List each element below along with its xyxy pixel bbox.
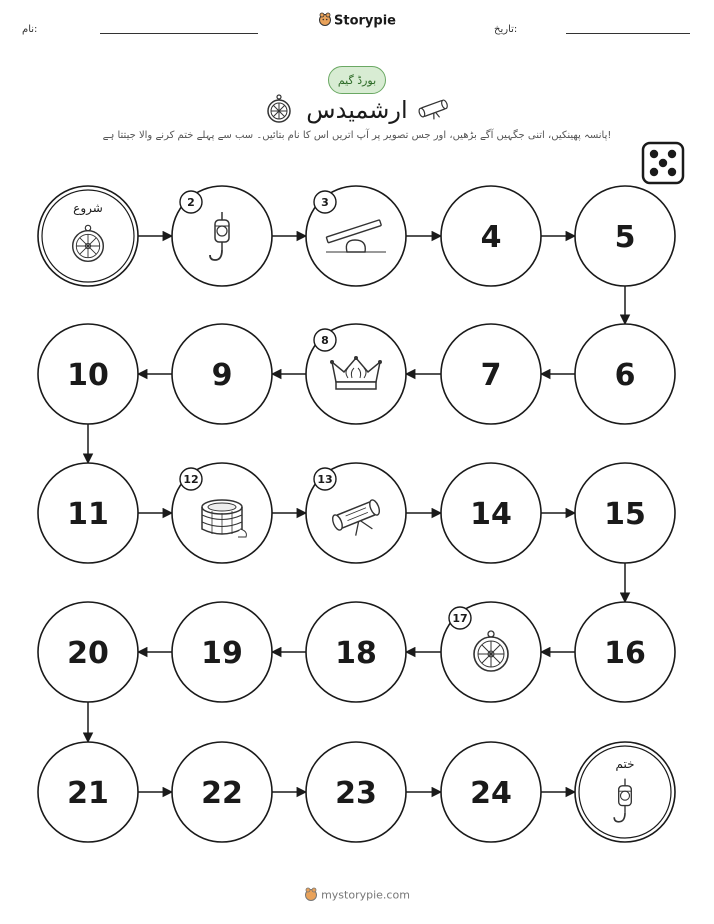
board-space-23 — [306, 742, 406, 842]
dice-pip — [650, 168, 658, 176]
board-space-22 — [172, 742, 272, 842]
board-space-9 — [172, 324, 272, 424]
space-number: 18 — [335, 636, 377, 671]
board-space-18 — [306, 602, 406, 702]
board-space-12 — [172, 463, 272, 563]
board-space-24 — [441, 742, 541, 842]
board-space-13 — [306, 463, 406, 563]
board-space-11 — [38, 463, 138, 563]
instructions: پانسہ پھینکیں، اتنی جگہیں آگے بڑھیں، اور جس تصویر پر آپ اتریں اس کا نام بتائیں۔ سب سے پہلے ختم کرنے والا جیتتا ہے! — [102, 130, 612, 141]
brand-name: Storypie — [334, 13, 396, 29]
space-number: 8 — [321, 334, 329, 347]
board-space-14 — [441, 463, 541, 563]
space-number: 21 — [67, 776, 109, 811]
space-number: 12 — [183, 473, 199, 486]
space-number: 6 — [614, 358, 636, 393]
dice-pip — [668, 150, 676, 158]
board-space-5 — [575, 186, 675, 286]
space-number: 16 — [604, 636, 646, 671]
footer-url: mystorypie.com — [321, 888, 410, 902]
space-number: 4 — [480, 220, 502, 255]
space-number: 11 — [67, 497, 109, 532]
start-label: شروع — [73, 201, 103, 215]
board-space-8 — [306, 324, 406, 424]
space-number: 14 — [470, 497, 512, 532]
board-space-19 — [172, 602, 272, 702]
space-number: 17 — [452, 612, 468, 625]
space-number: 19 — [201, 636, 243, 671]
board-space-6 — [575, 324, 675, 424]
space-number: 9 — [211, 358, 233, 393]
date-label: تاریخ: — [494, 24, 518, 35]
space-number: 10 — [67, 358, 109, 393]
board-space-16 — [575, 602, 675, 702]
board-space-20 — [38, 602, 138, 702]
space-number: 5 — [614, 220, 636, 255]
space-number: 2 — [187, 196, 195, 209]
board-space-17 — [441, 602, 541, 702]
board-game-badge: بورڈ گیم — [328, 66, 386, 94]
end-label: ختم — [615, 757, 635, 771]
space-number: 22 — [201, 776, 243, 811]
board-space-25 — [575, 742, 675, 842]
space-number: 3 — [321, 196, 329, 209]
dice-pip — [668, 168, 676, 176]
board-space-3 — [306, 186, 406, 286]
space-number: 23 — [335, 776, 377, 811]
board-space-4 — [441, 186, 541, 286]
space-number: 24 — [470, 776, 512, 811]
board-space-7 — [441, 324, 541, 424]
space-number: 15 — [604, 497, 646, 532]
board-space-10 — [38, 324, 138, 424]
board-space-15 — [575, 463, 675, 563]
space-number: 7 — [480, 358, 502, 393]
board-space-21 — [38, 742, 138, 842]
board-space-2 — [172, 186, 272, 286]
space-number: 20 — [67, 636, 109, 671]
storypie-footer-logo-icon — [304, 887, 318, 904]
board-space-1 — [38, 186, 138, 286]
dice-pip — [659, 159, 667, 167]
space-number: 13 — [317, 473, 333, 486]
footer — [0, 887, 714, 904]
dice-pip — [650, 150, 658, 158]
dice-icon — [641, 141, 685, 189]
page-title: ارشمیدس — [306, 96, 408, 124]
name-label: نام: — [22, 24, 38, 35]
